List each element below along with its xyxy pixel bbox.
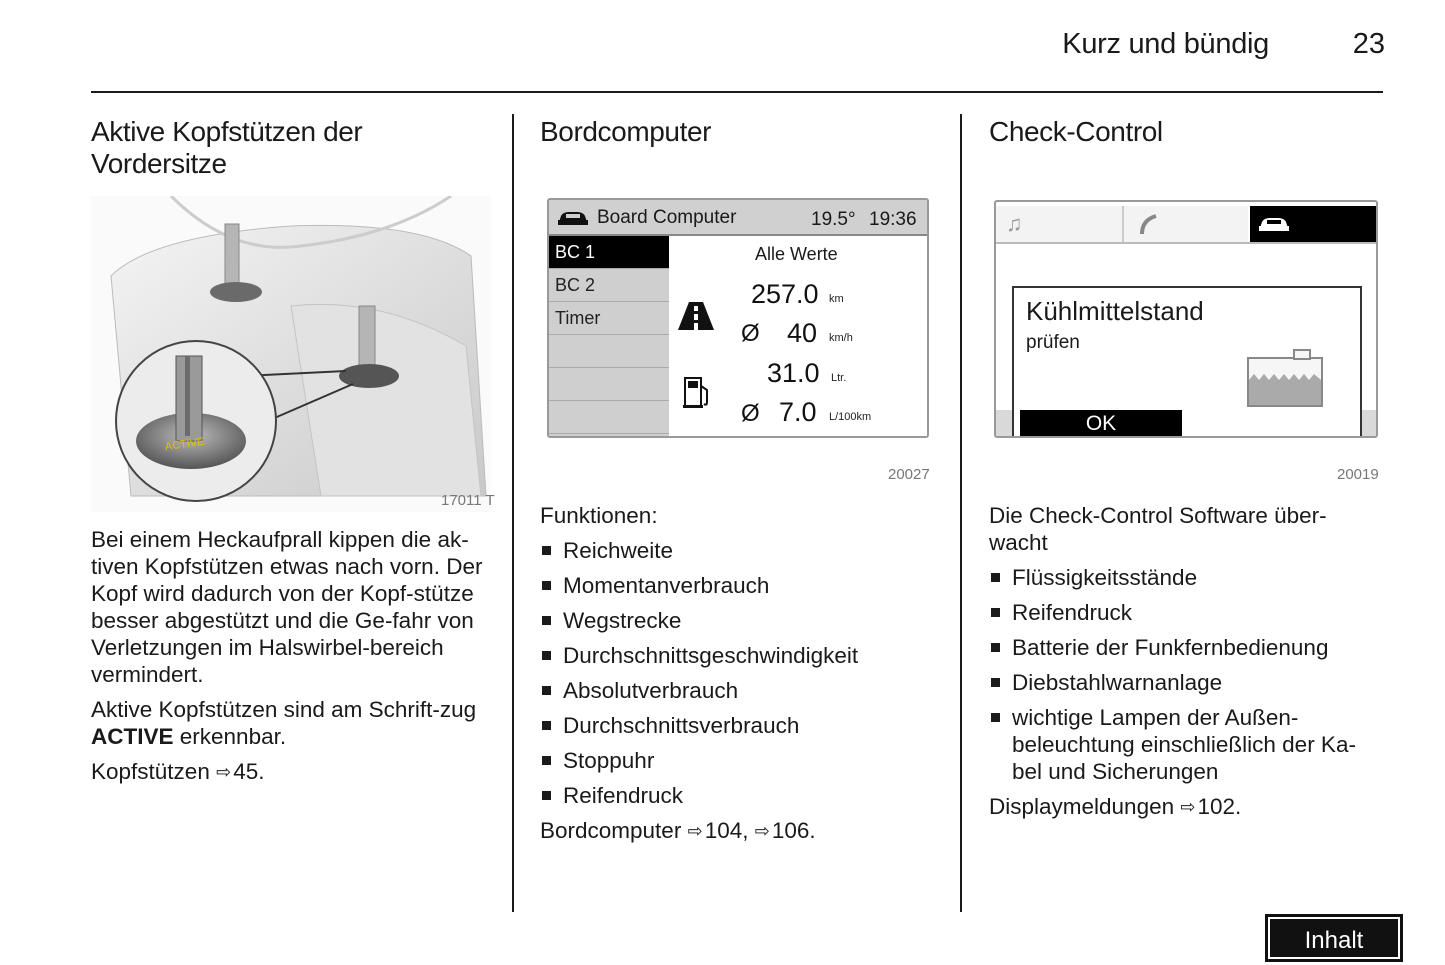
- bullet-icon: [991, 573, 1000, 582]
- tab-timer[interactable]: Timer: [549, 302, 669, 335]
- consumption-value: 7.0: [779, 397, 817, 427]
- active-label: ACTIVE: [164, 435, 206, 454]
- bullet-icon: [542, 581, 551, 590]
- tab-empty: [549, 368, 669, 401]
- reference-arrow-icon: ⇨: [754, 821, 770, 841]
- fuel-pump-icon: [683, 374, 713, 410]
- list-item: Reifendruck: [540, 782, 950, 809]
- list-item: Durchschnittsgeschwindigkeit: [540, 642, 950, 669]
- contents-button[interactable]: Inhalt: [1265, 914, 1403, 962]
- display-temperature: 19.5°: [811, 209, 856, 230]
- tab-empty: [549, 335, 669, 368]
- bullet-icon: [991, 608, 1000, 617]
- column-divider: [960, 114, 962, 912]
- monitored-list: [989, 564, 1384, 785]
- average-symbol: Ø: [741, 400, 760, 427]
- display-tab-bar: [549, 236, 669, 438]
- speed-unit: km/h: [829, 332, 853, 344]
- figure-number: 20027: [888, 466, 930, 483]
- message-title: Kühlmittelstand: [1026, 296, 1204, 326]
- list-item: Wegstrecke: [540, 607, 950, 634]
- headrest-text: [91, 526, 491, 795]
- car-icon: [1258, 214, 1290, 234]
- section-heading-headrests: Aktive Kopfstützen der Vordersitze: [91, 116, 363, 179]
- figure-number: 17011 T: [441, 492, 495, 509]
- tab-vehicle[interactable]: [1250, 206, 1378, 242]
- reference-arrow-icon: ⇨: [687, 821, 703, 841]
- reference-arrow-icon: ⇨: [216, 762, 232, 782]
- cross-reference[interactable]: Bordcomputer ⇨104, ⇨106.: [540, 818, 816, 843]
- coolant-tank-icon: [1246, 348, 1326, 408]
- tab-bc2[interactable]: BC 2: [549, 269, 669, 302]
- headrest-illustration: [91, 196, 491, 512]
- music-note-icon: ♫: [1006, 211, 1023, 236]
- page-number: 23: [1352, 28, 1385, 60]
- section-heading-board-computer: Bordcomputer: [540, 116, 712, 147]
- ok-button[interactable]: OK: [1020, 410, 1182, 436]
- bullet-icon: [542, 756, 551, 765]
- list-item: Stoppuhr: [540, 747, 950, 774]
- display-time: 19:36: [869, 209, 917, 230]
- check-control-display: [994, 200, 1378, 438]
- list-item: wichtige Lampen der Außen-beleuchtung einschließlich der Ka-bel und Sicherungen: [989, 704, 1384, 785]
- list-item: Absolutverbrauch: [540, 677, 950, 704]
- list-item: Momentanverbrauch: [540, 572, 950, 599]
- phone-icon: [1138, 214, 1162, 236]
- bullet-icon: [991, 678, 1000, 687]
- bullet-icon: [542, 546, 551, 555]
- range-unit: km: [829, 293, 844, 305]
- range-value: 257.0: [751, 279, 819, 309]
- paragraph: Bei einem Heckaufprall kippen die ak-tiven Kopfstützen etwas nach vorn. Der Kopf wird dadurch von der Kopf-stütze besser abgestützt und die Ge-fahr von Verletzungen im Halswirbel-bereich vermindert.: [91, 527, 483, 687]
- paragraph: Die Check-Control Software über-wacht: [989, 503, 1327, 555]
- column-divider: [512, 114, 514, 912]
- bullet-icon: [542, 686, 551, 695]
- tab-audio[interactable]: [996, 206, 1124, 242]
- list-item: Reichweite: [540, 537, 950, 564]
- tab-phone[interactable]: [1124, 206, 1248, 242]
- fuel-value: 31.0: [767, 358, 820, 388]
- display-values: [669, 236, 929, 438]
- bullet-icon: [542, 721, 551, 730]
- bullet-icon: [991, 643, 1000, 652]
- message-box: [1012, 286, 1362, 438]
- header-rule: [91, 91, 1383, 93]
- tab-bc1[interactable]: BC 1: [549, 236, 677, 269]
- list-item: Durchschnittsverbrauch: [540, 712, 950, 739]
- paragraph: Aktive Kopfstützen sind am Schrift-zug ACTIVE erkennbar.: [91, 697, 477, 749]
- bullet-icon: [991, 713, 1000, 722]
- display-title: Board Computer: [597, 207, 737, 228]
- function-list: [540, 537, 950, 809]
- tab-divider: [996, 242, 1378, 244]
- consumption-unit: L/100km: [829, 411, 872, 423]
- bullet-icon: [542, 651, 551, 660]
- display-titlebar: [549, 200, 927, 236]
- reference-arrow-icon: ⇨: [1180, 797, 1196, 817]
- values-header: Alle Werte: [755, 244, 838, 264]
- list-item: Diebstahlwarnanlage: [989, 669, 1384, 696]
- car-icon: [557, 208, 589, 228]
- bullet-icon: [542, 616, 551, 625]
- fuel-unit: Ltr.: [831, 372, 847, 384]
- bullet-icon: [542, 791, 551, 800]
- tab-empty: [549, 401, 669, 434]
- board-computer-display: [547, 198, 929, 438]
- message-subtitle: prüfen: [1026, 332, 1080, 353]
- road-icon: [677, 300, 715, 332]
- cross-reference[interactable]: Displaymeldungen ⇨102.: [989, 794, 1242, 819]
- speed-value: 40: [787, 318, 818, 348]
- figure-number: 20019: [1337, 466, 1379, 483]
- cross-reference[interactable]: Kopfstützen ⇨45.: [91, 759, 265, 784]
- board-computer-text: [540, 502, 950, 854]
- check-control-text: [989, 502, 1384, 830]
- section-heading-check-control: Check-Control: [989, 116, 1163, 147]
- list-item: Flüssigkeitsstände: [989, 564, 1384, 591]
- running-header: Kurz und bündig: [1062, 28, 1269, 60]
- paragraph: Funktionen:: [540, 503, 658, 528]
- list-item: Reifendruck: [989, 599, 1384, 626]
- list-item: Batterie der Funkfernbedienung: [989, 634, 1384, 661]
- average-symbol: Ø: [741, 320, 760, 347]
